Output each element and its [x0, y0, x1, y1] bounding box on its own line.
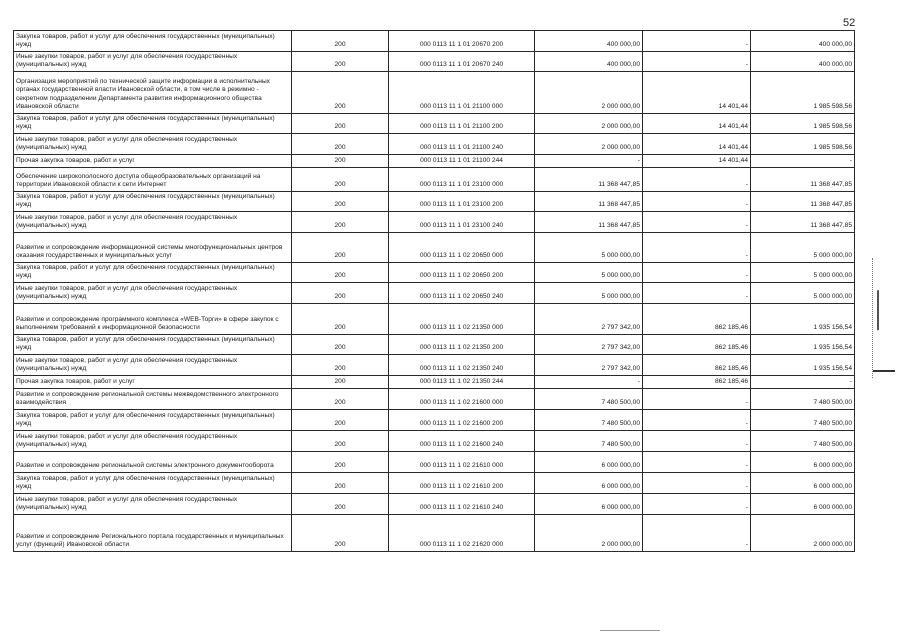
table-body: [14, 31, 855, 552]
cell-name: Закупка товаров, работ и услуг для обеспечения государственных (муниципальных) нужд: [14, 192, 292, 212]
cell-executed-amount: 862 185,46: [643, 304, 751, 335]
cell-unexecuted-amount: 400 000,00: [751, 52, 855, 72]
cell-classification-code: 000 0113 11 1 01 21100 240: [389, 134, 535, 155]
table-row: [14, 389, 855, 410]
cell-approved-amount: 6 000 000,00: [535, 473, 643, 494]
cell-executed-amount: -: [643, 431, 751, 452]
cell-name: Прочая закупка товаров, работ и услуг: [14, 376, 292, 389]
cell-name: Иные закупки товаров, работ и услуг для обеспечения государственных (муниципальных) нужд: [14, 355, 292, 376]
cell-unexecuted-amount: 1 985 598,56: [751, 114, 855, 134]
cell-classification-code: 000 0113 11 1 01 20670 240: [389, 52, 535, 72]
cell-unexecuted-amount: 1 935 156,54: [751, 304, 855, 335]
cell-executed-amount: -: [643, 52, 751, 72]
cell-executed-amount: -: [643, 283, 751, 304]
cell-approved-amount: 7 480 500,00: [535, 389, 643, 410]
table-row: [14, 304, 855, 335]
cell-name: Развитие и сопровождение региональной системы электронного документооборота: [14, 452, 292, 473]
cell-unexecuted-amount: 5 000 000,00: [751, 283, 855, 304]
cell-name: Иные закупки товаров, работ и услуг для обеспечения государственных (муниципальных) нужд: [14, 283, 292, 304]
cell-line-code: 200: [292, 212, 389, 233]
cell-executed-amount: -: [643, 192, 751, 212]
cell-line-code: 200: [292, 192, 389, 212]
table-row: [14, 212, 855, 233]
cell-unexecuted-amount: 6 000 000,00: [751, 494, 855, 515]
cell-executed-amount: 862 185,46: [643, 355, 751, 376]
cell-line-code: 200: [292, 304, 389, 335]
cell-executed-amount: -: [643, 168, 751, 192]
cell-line-code: 200: [292, 355, 389, 376]
cell-line-code: 200: [292, 134, 389, 155]
cell-unexecuted-amount: 7 480 500,00: [751, 431, 855, 452]
cell-name: Закупка товаров, работ и услуг для обеспечения государственных (муниципальных) нужд: [14, 31, 292, 52]
cell-approved-amount: 2 000 000,00: [535, 134, 643, 155]
cell-classification-code: 000 0113 11 1 02 20650 000: [389, 233, 535, 263]
cell-name: Иные закупки товаров, работ и услуг для обеспечения государственных (муниципальных) нужд: [14, 52, 292, 72]
page-number: 52: [843, 17, 856, 29]
table-row: [14, 494, 855, 515]
cell-name: Развитие и сопровождение Регионального портала государственных и муниципальных услуг (функций) Ивановской области: [14, 515, 292, 552]
cell-classification-code: 000 0113 11 1 02 21600 200: [389, 410, 535, 431]
cell-unexecuted-amount: 6 000 000,00: [751, 452, 855, 473]
table-row: [14, 263, 855, 283]
table-row: [14, 155, 855, 168]
cell-approved-amount: 11 368 447,85: [535, 212, 643, 233]
cell-approved-amount: 5 000 000,00: [535, 263, 643, 283]
cell-line-code: 200: [292, 452, 389, 473]
cell-unexecuted-amount: 1 985 598,56: [751, 134, 855, 155]
cell-classification-code: 000 0113 11 1 01 21100 244: [389, 155, 535, 168]
cell-executed-amount: 14 401,44: [643, 155, 751, 168]
cell-line-code: 200: [292, 494, 389, 515]
cell-executed-amount: 14 401,44: [643, 134, 751, 155]
cell-name: Закупка товаров, работ и услуг для обеспечения государственных (муниципальных) нужд: [14, 263, 292, 283]
cell-line-code: 200: [292, 515, 389, 552]
cell-approved-amount: 7 480 500,00: [535, 431, 643, 452]
table-row: [14, 52, 855, 72]
cell-line-code: 200: [292, 155, 389, 168]
table-row: [14, 31, 855, 52]
cell-executed-amount: -: [643, 263, 751, 283]
cell-classification-code: 000 0113 11 1 02 21600 000: [389, 389, 535, 410]
cell-approved-amount: 2 797 342,00: [535, 355, 643, 376]
cell-unexecuted-amount: 7 480 500,00: [751, 389, 855, 410]
cell-name: Закупка товаров, работ и услуг для обеспечения государственных (муниципальных) нужд: [14, 335, 292, 355]
cell-classification-code: 000 0113 11 1 02 21350 200: [389, 335, 535, 355]
cell-line-code: 200: [292, 283, 389, 304]
cell-executed-amount: 14 401,44: [643, 114, 751, 134]
cell-line-code: 200: [292, 473, 389, 494]
cell-executed-amount: -: [643, 452, 751, 473]
cell-name: Иные закупки товаров, работ и услуг для обеспечения государственных (муниципальных) нужд: [14, 212, 292, 233]
cell-unexecuted-amount: 11 368 447,85: [751, 168, 855, 192]
cell-approved-amount: 2 000 000,00: [535, 515, 643, 552]
cell-approved-amount: 2 797 342,00: [535, 304, 643, 335]
cell-approved-amount: 400 000,00: [535, 31, 643, 52]
cell-approved-amount: 2 797 342,00: [535, 335, 643, 355]
cell-approved-amount: -: [535, 155, 643, 168]
scan-margin-mark: [872, 258, 899, 378]
cell-line-code: 200: [292, 52, 389, 72]
cell-classification-code: 000 0113 11 1 02 20650 240: [389, 283, 535, 304]
cell-approved-amount: 6 000 000,00: [535, 494, 643, 515]
cell-executed-amount: 14 401,44: [643, 72, 751, 114]
cell-name: Развитие и сопровождение информационной системы многофункциональных центров оказания государственных и муниципальных услуг: [14, 233, 292, 263]
cell-executed-amount: -: [643, 410, 751, 431]
cell-line-code: 200: [292, 335, 389, 355]
cell-approved-amount: 11 368 447,85: [535, 168, 643, 192]
table-row: [14, 473, 855, 494]
scan-artifact-line: [600, 630, 660, 631]
cell-classification-code: 000 0113 11 1 02 21610 000: [389, 452, 535, 473]
table-row: [14, 192, 855, 212]
table-row: [14, 335, 855, 355]
cell-executed-amount: 862 185,46: [643, 335, 751, 355]
cell-unexecuted-amount: 1 935 156,54: [751, 335, 855, 355]
cell-approved-amount: -: [535, 376, 643, 389]
cell-classification-code: 000 0113 11 1 02 21350 240: [389, 355, 535, 376]
cell-line-code: 200: [292, 376, 389, 389]
cell-unexecuted-amount: 6 000 000,00: [751, 473, 855, 494]
budget-execution-table: [13, 30, 855, 552]
cell-line-code: 200: [292, 410, 389, 431]
cell-executed-amount: -: [643, 515, 751, 552]
cell-line-code: 200: [292, 389, 389, 410]
cell-classification-code: 000 0113 11 1 02 21610 240: [389, 494, 535, 515]
cell-executed-amount: -: [643, 473, 751, 494]
cell-classification-code: 000 0113 11 1 02 21600 240: [389, 431, 535, 452]
table-row: [14, 114, 855, 134]
cell-unexecuted-amount: 5 000 000,00: [751, 233, 855, 263]
table-row: [14, 515, 855, 552]
cell-classification-code: 000 0113 11 1 02 21610 200: [389, 473, 535, 494]
table-row: [14, 431, 855, 452]
cell-unexecuted-amount: 11 368 447,85: [751, 192, 855, 212]
cell-classification-code: 000 0113 11 1 02 21620 000: [389, 515, 535, 552]
cell-line-code: 200: [292, 233, 389, 263]
cell-classification-code: 000 0113 11 1 02 21350 000: [389, 304, 535, 335]
cell-name: Закупка товаров, работ и услуг для обеспечения государственных (муниципальных) нужд: [14, 114, 292, 134]
cell-classification-code: 000 0113 11 1 02 20650 200: [389, 263, 535, 283]
cell-unexecuted-amount: 11 368 447,85: [751, 212, 855, 233]
table-row: [14, 355, 855, 376]
table-row: [14, 452, 855, 473]
cell-line-code: 200: [292, 263, 389, 283]
cell-executed-amount: 862 185,46: [643, 376, 751, 389]
cell-unexecuted-amount: -: [751, 155, 855, 168]
cell-approved-amount: 2 000 000,00: [535, 72, 643, 114]
cell-classification-code: 000 0113 11 1 01 21100 000: [389, 72, 535, 114]
cell-classification-code: 000 0113 11 1 02 21350 244: [389, 376, 535, 389]
cell-classification-code: 000 0113 11 1 01 23100 240: [389, 212, 535, 233]
cell-name: Иные закупки товаров, работ и услуг для обеспечения государственных (муниципальных) нужд: [14, 134, 292, 155]
cell-unexecuted-amount: -: [751, 376, 855, 389]
cell-name: Прочая закупка товаров, работ и услуг: [14, 155, 292, 168]
cell-name: Организация мероприятий по технической защите информации в исполнительных органах государственной власти Ивановской области, в том числе в режимно - секретном подразделении Департамента развития информационного общества Ивановской области: [14, 72, 292, 114]
cell-unexecuted-amount: 7 480 500,00: [751, 410, 855, 431]
cell-approved-amount: 400 000,00: [535, 52, 643, 72]
cell-name: Закупка товаров, работ и услуг для обеспечения государственных (муниципальных) нужд: [14, 410, 292, 431]
cell-executed-amount: -: [643, 212, 751, 233]
cell-unexecuted-amount: 400 000,00: [751, 31, 855, 52]
table-row: [14, 168, 855, 192]
cell-unexecuted-amount: 1 985 598,56: [751, 72, 855, 114]
cell-name: Иные закупки товаров, работ и услуг для обеспечения государственных (муниципальных) нужд: [14, 494, 292, 515]
cell-line-code: 200: [292, 431, 389, 452]
cell-unexecuted-amount: 5 000 000,00: [751, 263, 855, 283]
table-row: [14, 410, 855, 431]
cell-classification-code: 000 0113 11 1 01 20670 200: [389, 31, 535, 52]
cell-unexecuted-amount: 1 935 156,54: [751, 355, 855, 376]
cell-executed-amount: -: [643, 233, 751, 263]
cell-line-code: 200: [292, 168, 389, 192]
table-row: [14, 233, 855, 263]
cell-classification-code: 000 0113 11 1 01 21100 200: [389, 114, 535, 134]
table-row: [14, 283, 855, 304]
cell-name: Обеспечение широкополосного доступа общеобразовательных организаций на территории Ивановской области к сети Интернет: [14, 168, 292, 192]
cell-classification-code: 000 0113 11 1 01 23100 000: [389, 168, 535, 192]
cell-name: Иные закупки товаров, работ и услуг для обеспечения государственных (муниципальных) нужд: [14, 431, 292, 452]
cell-classification-code: 000 0113 11 1 01 23100 200: [389, 192, 535, 212]
table-row: [14, 134, 855, 155]
cell-executed-amount: -: [643, 494, 751, 515]
cell-executed-amount: -: [643, 31, 751, 52]
table-row: [14, 72, 855, 114]
cell-approved-amount: 7 480 500,00: [535, 410, 643, 431]
cell-approved-amount: 11 368 447,85: [535, 192, 643, 212]
cell-name: Развитие и сопровождение региональной системы межведомственного электронного взаимодействия: [14, 389, 292, 410]
cell-line-code: 200: [292, 31, 389, 52]
cell-approved-amount: 2 000 000,00: [535, 114, 643, 134]
cell-line-code: 200: [292, 114, 389, 134]
cell-approved-amount: 5 000 000,00: [535, 283, 643, 304]
cell-approved-amount: 5 000 000,00: [535, 233, 643, 263]
table-row: [14, 376, 855, 389]
cell-approved-amount: 6 000 000,00: [535, 452, 643, 473]
cell-unexecuted-amount: 2 000 000,00: [751, 515, 855, 552]
cell-executed-amount: -: [643, 389, 751, 410]
cell-name: Закупка товаров, работ и услуг для обеспечения государственных (муниципальных) нужд: [14, 473, 292, 494]
cell-name: Развитие и сопровождение программного комплекса «WEB-Торги» в сфере закупок с выполнением требований к информационной безопасности: [14, 304, 292, 335]
cell-line-code: 200: [292, 72, 389, 114]
